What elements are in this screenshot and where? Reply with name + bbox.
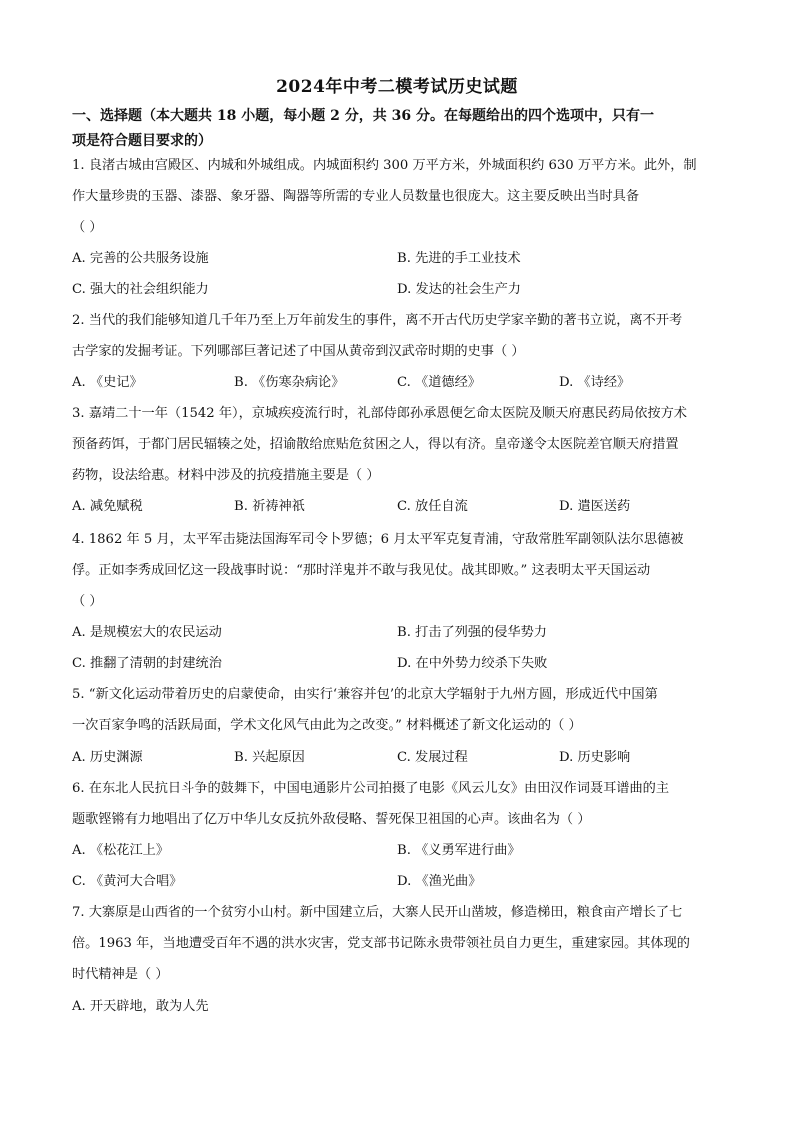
question-7-line-1: 7. 大寨原是山西省的一个贫穷小山村。新中国建立后，大寨人民开山凿坡，修造梯田，粮食亩产增长了七 [72,905,683,920]
question-3-option-a: A. 减免赋税 [72,499,143,514]
question-2-option-c: C. 《道德经》 [397,375,481,390]
question-3-option-c: C. 放任自流 [397,499,468,514]
question-1-option-d: D. 发达的社会生产力 [397,282,521,297]
section-heading-line-2: 项是符合题目要求的） [72,133,212,149]
question-3-line-1: 3. 嘉靖二十一年（1542 年），京城疾疫流行时，礼部侍郎孙承恩便乞命太医院及顺天府惠民药局依按方术 [72,406,687,421]
question-1-option-c: C. 强大的社会组织能力 [72,282,209,297]
question-5-option-d: D. 历史影响 [559,750,631,765]
question-5-option-b: B. 兴起原因 [234,750,305,765]
question-7-line-3: 时代精神是（ ） [72,967,169,982]
question-5-line-2: 一次百家争鸣的活跃局面，学术文化风气由此为之改变。” 材料概述了新文化运动的（ ） [72,718,582,733]
question-4-line-2: 俘。正如李秀成回忆这一段战事时说：“那时洋鬼并不敢与我见仗。战其即败。” 这表明太平天国运动 [72,563,651,578]
page-title: 2024年中考二模考试历史试题 [276,77,518,97]
question-2-line-2: 古学家的发掘考证。下列哪部巨著记述了中国从黄帝到汉武帝时期的史事（ ） [72,344,525,359]
question-3-line-3: 药物，设法给惠。材料中涉及的抗疫措施主要是（ ） [72,468,380,483]
question-4-answer-blank: （ ） [72,594,103,609]
question-4-option-a: A. 是规模宏大的农民运动 [72,625,222,640]
question-3-line-2: 预备药饵，于都门居民辐辏之处，招谕散给庶贴危贫困之人，得以有济。皇帝遂令太医院差官顺天府措置 [72,437,679,452]
question-6-option-a: A. 《松花江上》 [72,843,170,858]
question-2-option-d: D. 《诗经》 [559,375,631,390]
question-6-option-b: B. 《义勇军进行曲》 [397,843,521,858]
section-heading-line-1: 一、选择题（本大题共 18 小题，每小题 2 分，共 36 分。在每题给出的四个选项中，只有一 [72,108,654,124]
question-2-option-b: B. 《伤寒杂病论》 [234,375,345,390]
question-7-option-a: A. 开天辟地，敢为人先 [72,999,209,1014]
question-3-option-d: D. 遣医送药 [559,499,631,514]
question-4-line-1: 4. 1862 年 5 月，太平军击毙法国海军司令卜罗德；6 月太平军克复青浦，守敌常胜军副领队法尔思德被 [72,532,684,547]
question-3-option-b: B. 祈祷神祇 [234,499,305,514]
question-1-line-2: 作大量珍贵的玉器、漆器、象牙器、陶器等所需的专业人员数量也很庞大。这主要反映出当时具备 [72,189,640,204]
question-5-option-c: C. 发展过程 [397,750,468,765]
question-5-option-a: A. 历史渊源 [72,750,143,765]
question-4-option-b: B. 打击了列强的侵华势力 [397,625,547,640]
question-2-option-a: A. 《史记》 [72,375,143,390]
question-7-line-2: 倍。1963 年，当地遭受百年不遇的洪水灾害，党支部书记陈永贵带领社员自力更生，重建家园。其体现的 [72,936,690,951]
question-1-option-a: A. 完善的公共服务设施 [72,251,209,266]
question-6-line-2: 题歌铿锵有力地唱出了亿万中华儿女反抗外敌侵略、誓死保卫祖国的心声。该曲名为（ ） [72,812,591,827]
question-6-option-d: D. 《渔光曲》 [397,874,482,889]
question-1-line-1: 1. 良渚古城由宫殿区、内城和外城组成。内城面积约 300 万平方米，外城面积约 630 万平方米。此外，制 [72,158,697,173]
question-4-option-d: D. 在中外势力绞杀下失败 [397,656,548,671]
question-2-line-1: 2. 当代的我们能够知道几千年乃至上万年前发生的事件，离不开古代历史学家辛勤的著书立说，离不开考 [72,313,683,328]
question-6-option-c: C. 《黄河大合唱》 [72,874,183,889]
question-5-line-1: 5. “新文化运动带着历史的启蒙使命，由实行‘兼容并包’的北京大学辐射于九州方圆，形成近代中国第 [72,687,658,702]
question-1-option-b: B. 先进的手工业技术 [397,251,521,266]
section-heading [72,104,722,154]
question-1-answer-blank: （ ） [72,220,103,235]
question-6-line-1: 6. 在东北人民抗日斗争的鼓舞下，中国电通影片公司拍摄了电影《风云儿女》由田汉作词聂耳谱曲的主 [72,781,670,796]
question-4-option-c: C. 推翻了清朝的封建统治 [72,656,222,671]
